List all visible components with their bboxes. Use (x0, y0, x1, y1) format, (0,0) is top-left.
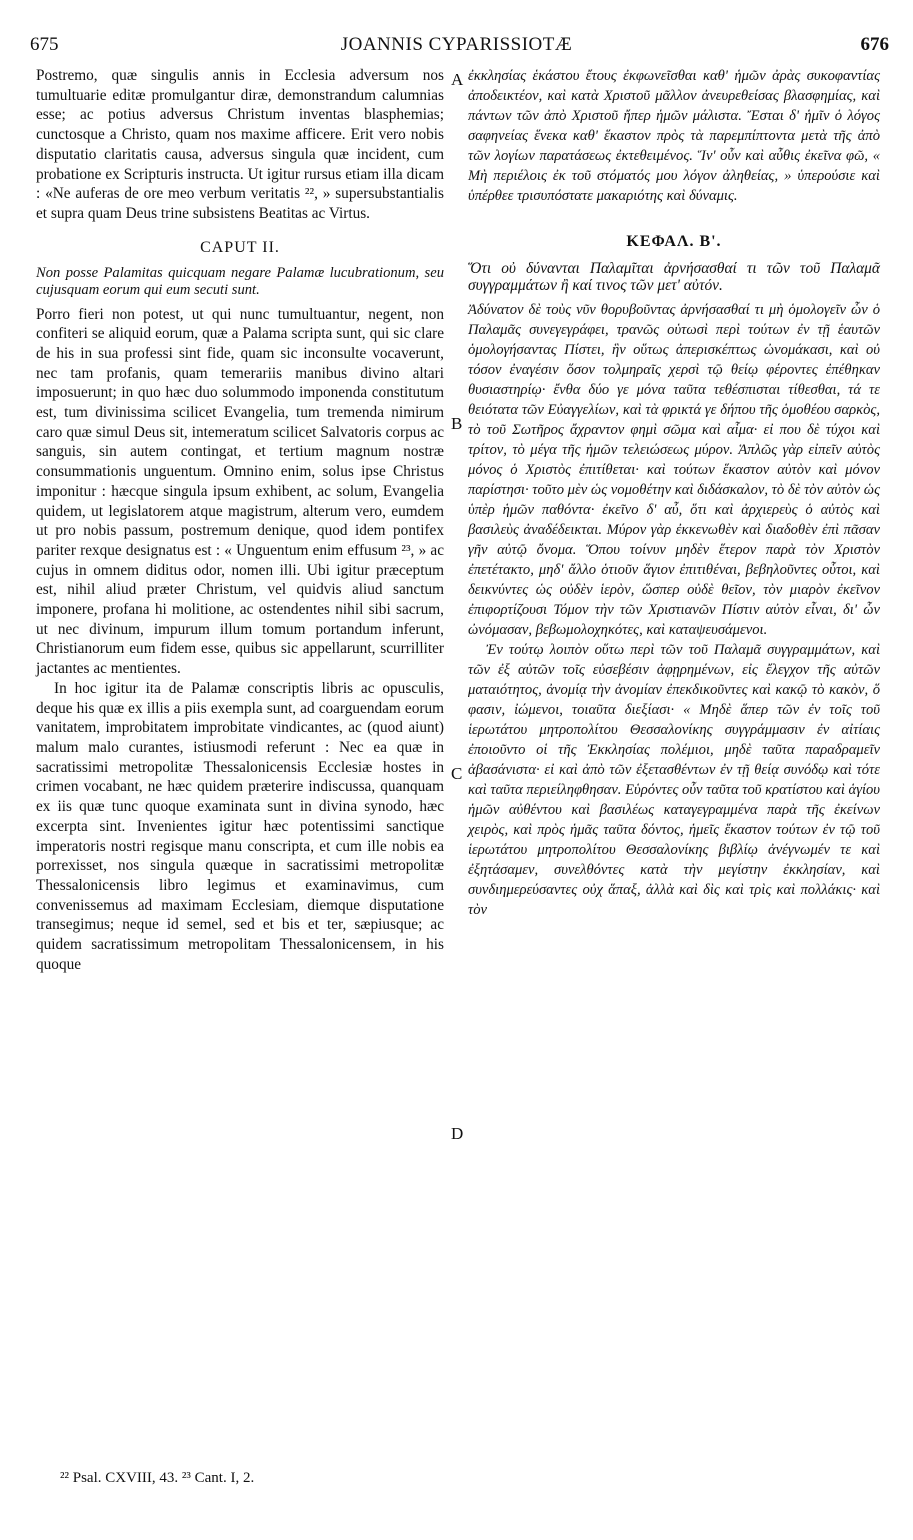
latin-chapter-summary: Non posse Palamitas quicquam negare Palamæ lucubrationum, seu cujusquam eorum qui eum secuti sunt. (36, 265, 444, 298)
margin-marker-c: C (451, 764, 463, 783)
margin-marker-b: B (451, 414, 463, 433)
greek-intro-paragraph: ἐκκλησίας ἑκάστου ἔτους ἐκφωνεῖσθαι καθ' ἡμῶν ἀρὰς συκοφαντίας ἀποδεικτέον, καὶ κατὰ Χριστοῦ μᾶλλον ἀνευρεθείσας βλασφημίας, καὶ πάντων τῶν ἀπὸ Χριστοῦ ἤπερ ἡμῶν μάλιστα. Ἔσται δ' ἡμῖν ὁ λόγος σαφηνείας ἕνεκα καθ' ἕκαστον πρὸς τὰ παρεμπίπτοντα μετὰ τῆς ἀπὸ τῶν λογίων παρατάσεως ἐκτεθειμένος. Ἵν' οὖν καὶ αὖθις ἐκεῖνα φῶ, « Μὴ περιέλοις ἐκ τοῦ στόματός μου λόγον ἀληθείας, » ὑπερούσιε καὶ ὑπέρθεε τρισυπόστατε μακαριότης καὶ δύναμις. (468, 68, 880, 204)
greek-body-paragraph-2: Ἐν τούτῳ λοιπὸν οὕτω περὶ τῶν τοῦ Παλαμᾶ συγγραμμάτων, καὶ τῶν ἐξ αὐτῶν τοῖς εὐσεβέσιν ἀφῃρημένων, εἰς ἔλεγχον τῆς αὐτῶν ματαιότητος, ἀνομίᾳ τὴν ἀνομίαν ἐπεκδικοῦντες καὶ κακῷ τὸ κακὸν, ὅ φασιν, ἰώμενοι, τοιαῦτα διεξίασι· « Μηδὲ ἅπερ τῶν ἐν τοῖς τοῦ ἱερωτάτου μητροπολίτου Θεσσαλονίκης συγγράμμασιν ἐν αἰτίαις ἐποιοῦντο οἱ τῆς Ἐκκλησίας πολέμιοι, μηδὲ ταῦτα παραδραμεῖν ἀβασάνιστα· εἰ καὶ ἀπὸ τῶν ἐξετασθέντων ἐν τῇ θείᾳ συνόδῳ καὶ τότε καὶ ταῦτα περιείληφθησαν. Εὑρόντες οὖν ταῦτα τοῦ κρατίστου καὶ ἁγίου ἡμῶν αὐθέντου καὶ βασιλέως καταγεγραμμένα παρὰ τῆς ἐκείνων χειρὸς, καὶ πρὸς ἡμᾶς ταῦτα δόντος, ἡμεῖς ἕκαστον τούτων ἐν τῷ τοῦ ἱερωτάτου μητροπολίτου Θεσσαλονίκης βιβλίῳ ἀνέγνωμέν τε καὶ ἐξητάσαμεν, συνελθόντες κατὰ τὴν μεγίστην ἐκκλησίαν, καὶ συνδιημερεύσαντες οὐχ ἅπαξ, ἀλλὰ καὶ δὶς καὶ τρὶς καὶ πολλάκις· καὶ τὸν (468, 642, 880, 918)
left-page-number: 675 (30, 34, 59, 55)
margin-marker-d: D (451, 1124, 464, 1143)
latin-intro-paragraph: Postremo, quæ singulis annis in Ecclesia adversum nos tumultuarie editæ promulgantur diræ, demonstrandum calumnias esse; ac potius adversus Christum inventas blasphemias; cunctosque a Christo, quam nos maxime afficere. Erit vero nobis disputatio claritatis causa, adversus singula quæ incident, cum probatione ex Scripturis instructa. Ut igitur rursus etiam illa dicam : «Ne auferas de ore meo verbum veritatis ²², » supersubstantialis et supra quam Deus trine subsistens Beatitas ac Virtus. (36, 67, 444, 222)
footnotes: ²² Psal. CXVIII, 43. ²³ Cant. I, 2. (60, 1470, 255, 1486)
margin-marker-a: A (451, 70, 464, 89)
greek-chapter-summary: Ὅτι οὐ δύνανται Παλαμῖται ἀρνήσασθαί τι τῶν τοῦ Παλαμᾶ συγγραμμάτων ἢ καί τινος τῶν μετ' αὐτόν. (468, 260, 880, 294)
latin-body-paragraph-2: In hoc igitur ita de Palamæ conscriptis libris ac opusculis, deque his quæ ex illis a piis exempla sunt, ad coarguendam eorum vanitatem, improbitatem improbitate vindicantes, ac (quod aiunt) malum malo curantes, istiusmodi referunt : Nec ea quæ in sacratissimi metropolitæ Thessalonicensis Ecclesiæ hostes in crimen vocabant, ne hæc quidem præterire indiscussa, quanquam ex iis quæ tunc quoque examinata sunt in divina synodo, hæc excerpta sint. Invenientes igitur hæc potentissimi sanctique imperatoris nostri regisque manu conscripta, et cum ille nobis ea porrexisset, nos singula quæque in sacratissimi metropolitæ Thessalonicensis libro legimus et examinavimus, cum convenissemus ad maximam Ecclesiam, diemque disputatione transegimus; neque id semel, sed et bis et ter, sæpiusque; ac quidem sacratissimum metropolitam Thessalonicensem, in his quoque (36, 679, 444, 973)
latin-chapter-title: CAPUT II. (200, 238, 280, 256)
greek-chapter-title: ΚΕΦΑΛ. Β'. (626, 233, 722, 250)
greek-column (468, 66, 880, 920)
right-page-number: 676 (860, 34, 889, 55)
latin-column (36, 66, 444, 974)
latin-body-paragraph-1: Porro fieri non potest, ut qui nunc tumultuantur, negent, non confiteri se aliquid eorum, quæ a Palama scripta sunt, qui sic clare de his in sua professi sint fide, quam sic inconsulte vocaverunt, nec tam profanis, quam temerariis manibus divino altari imposuerunt; in quo hæc duo solummodo imponenda constitutum est, tum divinissima scilicet Evangelia, tum tremenda nimirum caro quæ simul Deus sit, intemeratum scilicet Salvatoris corpus ac sanguis, sin autem contingat, et tertium magnum nostræ consummationis unguentum. Omnino enim, solus ipse Christus imponitur : hæcque singula ipsum exhibent, ac solum, Evangelia quidem, ut legislatorem atque magistrum, alterum vero, eumdem ut pro nobis passum, postremum denique, quod idem pontifex pariter rexque designatus est : « Unguentum enim effusum ²³, » ac cujus in omnem diditus odor, nomen illi. Ubi igitur præceptum est, nihil aliud præter Christum, vel quidvis aliud sanctum imponere, profana hi molitione, ac ostendentes nihil sibi sacrum, ut nec divinum, impurum illum tomum portandum inferunt, Christianorum eum fidem esse, quibus sic appellarunt, scurrilliter jactantes ac mentientes. (36, 305, 444, 678)
running-title: JOANNIS CYPARISSIOTÆ (340, 34, 573, 55)
greek-body-paragraph-1: Ἀδύνατον δὲ τοὺς νῦν θορυβοῦντας ἀρνήσασθαί τι μὴ ὁμολογεῖν ὧν ὁ Παλαμᾶς συνεγεγράφει, τρανῶς οὑτωσὶ περὶ τούτων ἐν τῇ ἑαυτῶν ὁμολογήσαντας Πίστει, ἣν οὕτως ἀπερισκέπτως ὠνομάκασι, καὶ οὐ τόσον ἐναγέσιν ὅσον τολμηραῖς χερσὶ τῷ θείῳ φέροντες ἐπέθηκαν θυσιαστηρίῳ· ἔνθα δύο γε μόνα ταῦτα τεθέσπισται τίθεσθαι, τά τε θειότατα τῶν Εὐαγγελίων, καὶ τὰ φρικτά γε δήπου τῆς ὁμοθέου σαρκὸς, τὸ τοῦ Σωτῆρος ἄχραντον φημὶ σῶμα καὶ αἷμα· εἰ που δὲ τύχοι καὶ τρίτον, τὸ μέγα τῆς ἡμῶν τελειώσεως μύρον. Ἁπλῶς γὰρ εἰπεῖν αὐτὸς μόνος ὁ Χριστὸς ἐπιτίθεται· καὶ τούτων ἕκαστον αὐτὸν καὶ μόνον παρίστησι· τοῦτο μὲν ὡς νομοθέτην καὶ διδάσκαλον, τὸ δὲ τὸν αὐτὸν ὡς ὑπὲρ ἡμῶν παθόντα· ἐκεῖνο δ' αὖ, ὅτι καὶ ἀρχιερεὺς ὁ αὐτὸς καὶ βασιλεὺς ἀναδέδεικται. Μύρον γὰρ ἐκκενωθὲν καὶ διαδοθὲν ἐπὶ πᾶσαν γῆν αὐτῷ ὄνομα. Ὅπου τοίνυν μηδὲν ἕτερον παρὰ τὸν Χριστὸν ἐπετέτακτο, μηδ' ἄλλο ὁτιοῦν ἅγιον ἐπιτιθέναι, βεβηλοῦντες οὗτοι, καὶ δεικνύντες ὡς οὐδὲν ἱερὸν, ὥσπερ οὐδὲ θεῖον, τὸν μιαρὸν ἐκεῖνον ἐπιφορτίζουσι Τόμον τὴν τῶν Χριστιανῶν Πίστιν αὐτὸν εἶναι, δι' ὧν ὠνόμασαν, βεβωμολοχηκότες, καὶ καταψευσάμενοι. (468, 302, 880, 638)
